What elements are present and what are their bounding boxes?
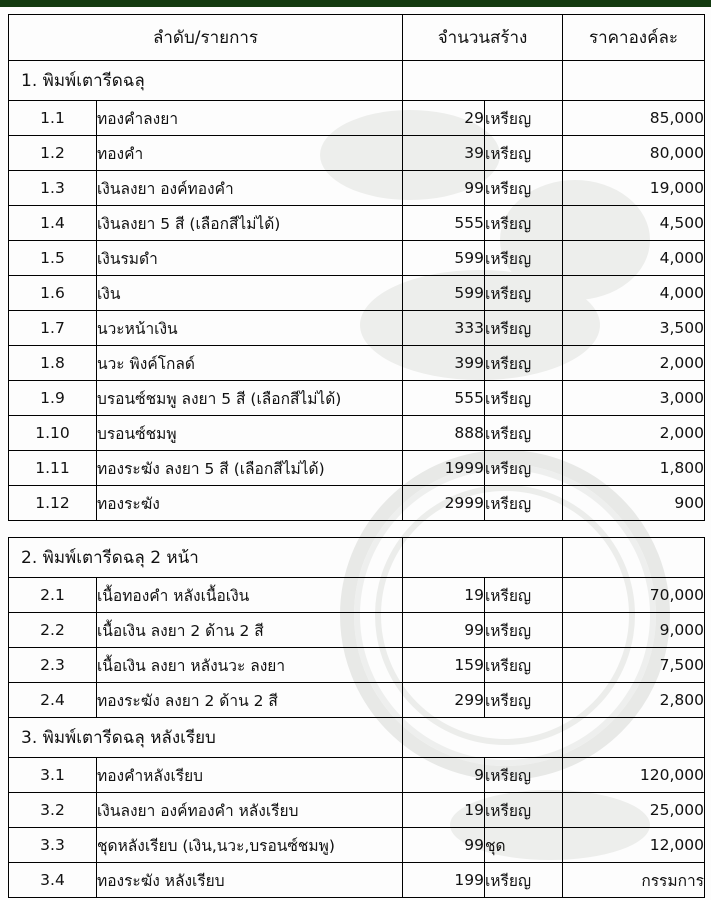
section-title: 1. พิมพ์เตารีดฉลุ bbox=[9, 61, 403, 101]
row-qty: 333 bbox=[403, 311, 485, 346]
row-item: ทองระฆัง ลงยา 2 ด้าน 2 สี bbox=[97, 683, 403, 718]
row-qty: 99 bbox=[403, 828, 485, 863]
row-qty: 29 bbox=[403, 101, 485, 136]
row-item: นวะ พิงค์โกลด์ bbox=[97, 346, 403, 381]
row-no: 1.2 bbox=[9, 136, 97, 171]
row-no: 1.7 bbox=[9, 311, 97, 346]
price-tables bbox=[8, 14, 704, 898]
row-no: 2.2 bbox=[9, 613, 97, 648]
row-unit: เหรียญ bbox=[485, 206, 563, 241]
row-no: 3.1 bbox=[9, 758, 97, 793]
header-qty: จำนวนสร้าง bbox=[403, 15, 563, 61]
row-price: 9,000 bbox=[563, 613, 705, 648]
section-blank-qty bbox=[403, 718, 563, 758]
row-item: เนื้อทองคำ หลังเนื้อเงิน bbox=[97, 578, 403, 613]
row-item: ทองคำหลังเรียบ bbox=[97, 758, 403, 793]
row-unit: เหรียญ bbox=[485, 346, 563, 381]
row-qty: 39 bbox=[403, 136, 485, 171]
table-row bbox=[9, 683, 705, 718]
price-table-section-2-3 bbox=[8, 537, 705, 898]
row-no: 1.3 bbox=[9, 171, 97, 206]
row-unit: เหรียญ bbox=[485, 311, 563, 346]
table-gap bbox=[8, 521, 704, 537]
row-price: 900 bbox=[563, 486, 705, 521]
row-price: 19,000 bbox=[563, 171, 705, 206]
row-no: 2.4 bbox=[9, 683, 97, 718]
row-qty: 2999 bbox=[403, 486, 485, 521]
price-table-section-1 bbox=[8, 14, 705, 521]
row-item: เนื้อเงิน ลงยา 2 ด้าน 2 สี bbox=[97, 613, 403, 648]
row-price: 120,000 bbox=[563, 758, 705, 793]
row-item: นวะหน้าเงิน bbox=[97, 311, 403, 346]
row-price: 7,500 bbox=[563, 648, 705, 683]
row-unit: เหรียญ bbox=[485, 863, 563, 898]
row-unit: เหรียญ bbox=[485, 416, 563, 451]
row-unit: เหรียญ bbox=[485, 683, 563, 718]
row-no: 1.5 bbox=[9, 241, 97, 276]
row-item: ทองระฆัง หลังเรียบ bbox=[97, 863, 403, 898]
row-price: กรรมการ bbox=[563, 863, 705, 898]
row-qty: 555 bbox=[403, 381, 485, 416]
row-unit: เหรียญ bbox=[485, 451, 563, 486]
row-item: ทองระฆัง ลงยา 5 สี (เลือกสีไม่ได้) bbox=[97, 451, 403, 486]
row-qty: 9 bbox=[403, 758, 485, 793]
row-unit: เหรียญ bbox=[485, 136, 563, 171]
row-no: 3.3 bbox=[9, 828, 97, 863]
row-price: 4,000 bbox=[563, 276, 705, 311]
table-header-row bbox=[9, 15, 705, 61]
row-item: ทองคำ bbox=[97, 136, 403, 171]
row-item: เงินลงยา องค์ทองคำ bbox=[97, 171, 403, 206]
table-row bbox=[9, 451, 705, 486]
section-title-row-1 bbox=[9, 61, 705, 101]
row-no: 1.4 bbox=[9, 206, 97, 241]
row-price: 3,500 bbox=[563, 311, 705, 346]
row-no: 1.10 bbox=[9, 416, 97, 451]
row-no: 3.2 bbox=[9, 793, 97, 828]
section-blank-qty bbox=[403, 538, 563, 578]
row-qty: 599 bbox=[403, 241, 485, 276]
row-qty: 1999 bbox=[403, 451, 485, 486]
row-no: 2.3 bbox=[9, 648, 97, 683]
row-qty: 888 bbox=[403, 416, 485, 451]
row-unit: ชุด bbox=[485, 828, 563, 863]
row-no: 1.9 bbox=[9, 381, 97, 416]
row-item: เงิน bbox=[97, 276, 403, 311]
table-row bbox=[9, 486, 705, 521]
table-row bbox=[9, 206, 705, 241]
row-unit: เหรียญ bbox=[485, 793, 563, 828]
row-qty: 199 bbox=[403, 863, 485, 898]
table-row bbox=[9, 828, 705, 863]
table-row bbox=[9, 101, 705, 136]
header-item: ลำดับ/รายการ bbox=[9, 15, 403, 61]
row-qty: 19 bbox=[403, 793, 485, 828]
table-row bbox=[9, 276, 705, 311]
row-unit: เหรียญ bbox=[485, 276, 563, 311]
row-price: 12,000 bbox=[563, 828, 705, 863]
row-price: 4,000 bbox=[563, 241, 705, 276]
table-row bbox=[9, 416, 705, 451]
row-unit: เหรียญ bbox=[485, 613, 563, 648]
row-price: 4,500 bbox=[563, 206, 705, 241]
table-row bbox=[9, 613, 705, 648]
header-price: ราคาองค์ละ bbox=[563, 15, 705, 61]
row-item: เงินลงยา องค์ทองคำ หลังเรียบ bbox=[97, 793, 403, 828]
section-title: 2. พิมพ์เตารีดฉลุ 2 หน้า bbox=[9, 538, 403, 578]
row-unit: เหรียญ bbox=[485, 486, 563, 521]
row-unit: เหรียญ bbox=[485, 101, 563, 136]
row-item: บรอนซ์ชมพู bbox=[97, 416, 403, 451]
row-item: ชุดหลังเรียบ (เงิน,นวะ,บรอนซ์ชมพู) bbox=[97, 828, 403, 863]
row-item: เงินรมดำ bbox=[97, 241, 403, 276]
table-row bbox=[9, 311, 705, 346]
row-unit: เหรียญ bbox=[485, 648, 563, 683]
row-no: 3.4 bbox=[9, 863, 97, 898]
row-no: 1.6 bbox=[9, 276, 97, 311]
table-row bbox=[9, 136, 705, 171]
row-no: 1.1 bbox=[9, 101, 97, 136]
table-row bbox=[9, 346, 705, 381]
row-qty: 159 bbox=[403, 648, 485, 683]
table-row bbox=[9, 578, 705, 613]
row-no: 2.1 bbox=[9, 578, 97, 613]
row-item: เงินลงยา 5 สี (เลือกสีไม่ได้) bbox=[97, 206, 403, 241]
table-row bbox=[9, 648, 705, 683]
row-unit: เหรียญ bbox=[485, 381, 563, 416]
row-qty: 99 bbox=[403, 613, 485, 648]
row-unit: เหรียญ bbox=[485, 171, 563, 206]
row-price: 80,000 bbox=[563, 136, 705, 171]
row-qty: 555 bbox=[403, 206, 485, 241]
row-item: เนื้อเงิน ลงยา หลังนวะ ลงยา bbox=[97, 648, 403, 683]
section-blank-price bbox=[563, 61, 705, 101]
row-qty: 99 bbox=[403, 171, 485, 206]
table-row bbox=[9, 241, 705, 276]
row-unit: เหรียญ bbox=[485, 758, 563, 793]
row-price: 2,000 bbox=[563, 416, 705, 451]
row-qty: 599 bbox=[403, 276, 485, 311]
row-no: 1.8 bbox=[9, 346, 97, 381]
row-no: 1.11 bbox=[9, 451, 97, 486]
row-price: 3,000 bbox=[563, 381, 705, 416]
table-row bbox=[9, 758, 705, 793]
row-price: 85,000 bbox=[563, 101, 705, 136]
row-price: 2,000 bbox=[563, 346, 705, 381]
row-price: 1,800 bbox=[563, 451, 705, 486]
top-accent-bar bbox=[0, 0, 711, 7]
section-title-row-2 bbox=[9, 538, 705, 578]
table-row bbox=[9, 863, 705, 898]
section-blank-price bbox=[563, 718, 705, 758]
row-price: 70,000 bbox=[563, 578, 705, 613]
row-item: ทองระฆัง bbox=[97, 486, 403, 521]
row-qty: 299 bbox=[403, 683, 485, 718]
row-price: 25,000 bbox=[563, 793, 705, 828]
table-row bbox=[9, 793, 705, 828]
table-row bbox=[9, 171, 705, 206]
section-title: 3. พิมพ์เตารีดฉลุ หลังเรียบ bbox=[9, 718, 403, 758]
table-row bbox=[9, 381, 705, 416]
row-unit: เหรียญ bbox=[485, 578, 563, 613]
section-blank-price bbox=[563, 538, 705, 578]
row-unit: เหรียญ bbox=[485, 241, 563, 276]
row-no: 1.12 bbox=[9, 486, 97, 521]
section-title-row-3 bbox=[9, 718, 705, 758]
row-item: บรอนซ์ชมพู ลงยา 5 สี (เลือกสีไม่ได้) bbox=[97, 381, 403, 416]
row-qty: 19 bbox=[403, 578, 485, 613]
row-item: ทองคำลงยา bbox=[97, 101, 403, 136]
row-qty: 399 bbox=[403, 346, 485, 381]
section-blank-qty bbox=[403, 61, 563, 101]
row-price: 2,800 bbox=[563, 683, 705, 718]
